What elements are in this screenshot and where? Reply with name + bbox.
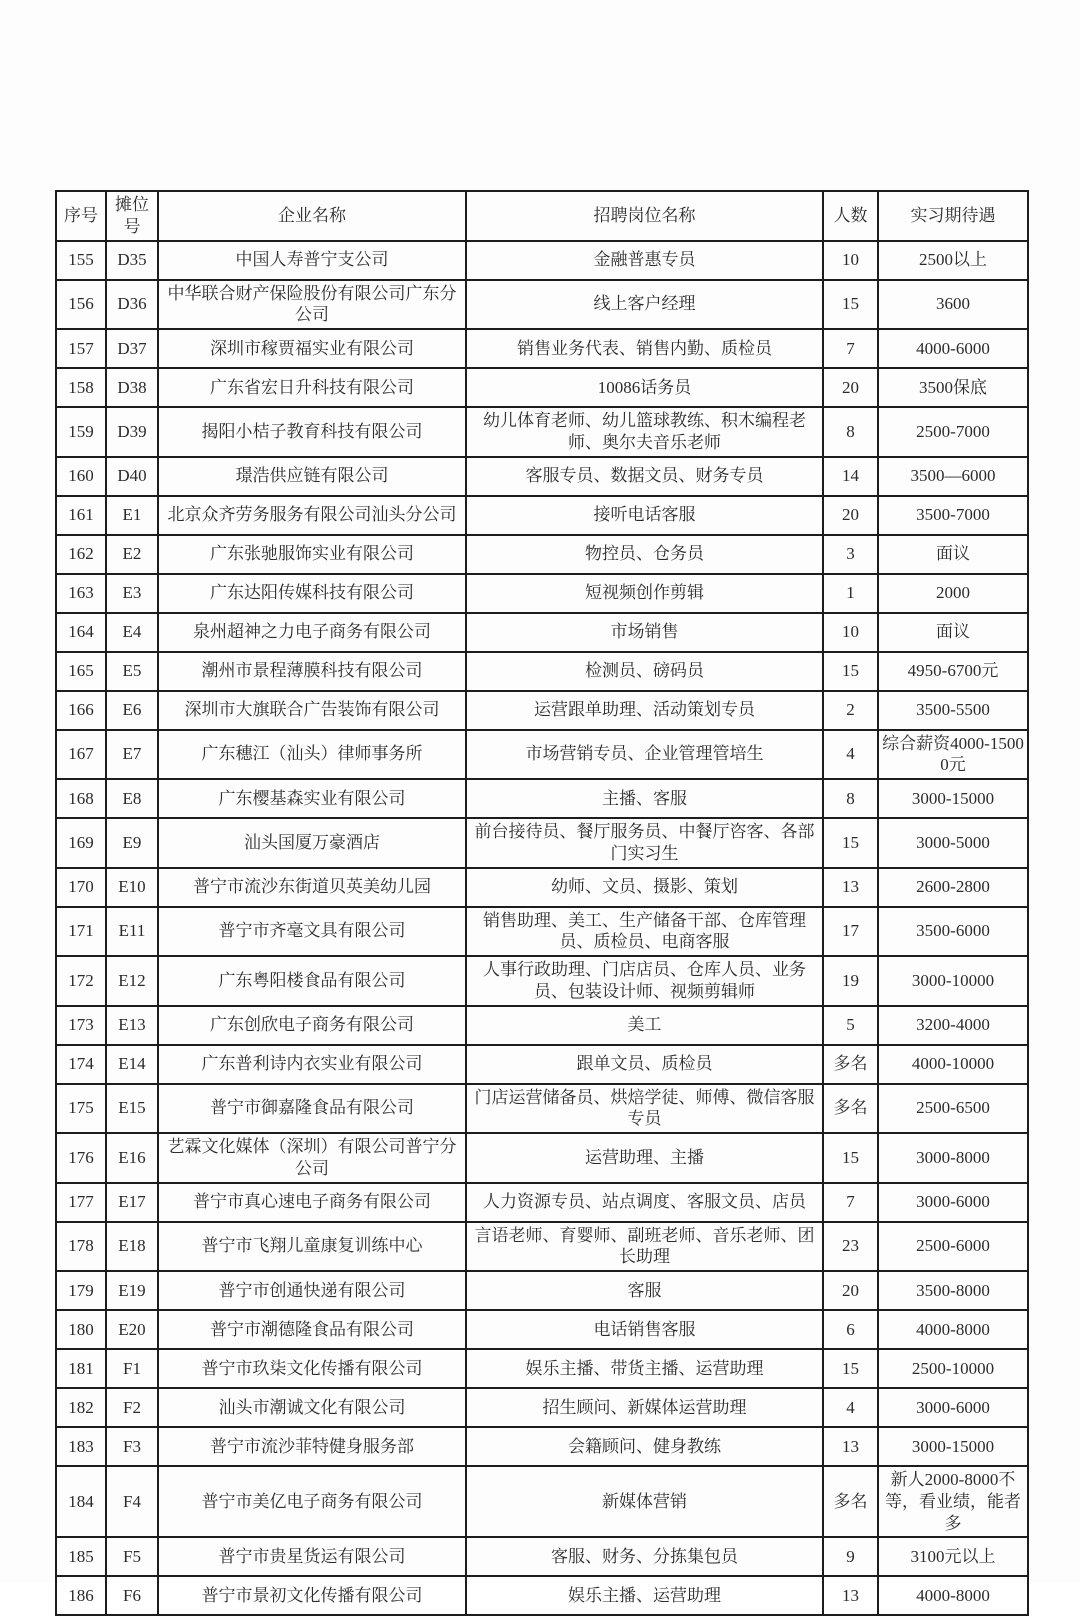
table-row (56, 730, 1028, 780)
cell-serial-number: 174 (56, 1045, 106, 1084)
job-fair-booth-table (55, 190, 1029, 1616)
table-row (56, 613, 1028, 652)
cell-booth-number: F5 (106, 1537, 158, 1576)
cell-internship-salary: 2600-2800 (878, 868, 1028, 907)
cell-company-name: 广东粤阳楼食品有限公司 (158, 956, 466, 1006)
cell-headcount: 19 (823, 956, 878, 1006)
cell-booth-number: E16 (106, 1133, 158, 1183)
cell-company-name: 普宁市流沙菲特健身服务部 (158, 1427, 466, 1466)
cell-serial-number: 183 (56, 1427, 106, 1466)
table-row (56, 1271, 1028, 1310)
cell-company-name: 艺霖文化媒体（深圳）有限公司普宁分公司 (158, 1133, 466, 1183)
cell-internship-salary: 2500-6000 (878, 1222, 1028, 1272)
cell-headcount: 13 (823, 1576, 878, 1615)
cell-internship-salary: 3000-15000 (878, 779, 1028, 818)
cell-company-name: 广东樱基森实业有限公司 (158, 779, 466, 818)
cell-booth-number: E11 (106, 907, 158, 957)
table-row (56, 818, 1028, 868)
cell-company-name: 普宁市真心速电子商务有限公司 (158, 1183, 466, 1222)
table-row (56, 779, 1028, 818)
cell-position-name: 人事行政助理、门店店员、仓库人员、业务员、包装设计师、视频剪辑师 (466, 956, 823, 1006)
cell-internship-salary: 3000-8000 (878, 1133, 1028, 1183)
cell-booth-number: E20 (106, 1310, 158, 1349)
cell-position-name: 电话销售客服 (466, 1310, 823, 1349)
cell-headcount: 15 (823, 280, 878, 330)
cell-booth-number: F4 (106, 1466, 158, 1537)
cell-company-name: 广东创欣电子商务有限公司 (158, 1006, 466, 1045)
cell-internship-salary: 3000-5000 (878, 818, 1028, 868)
cell-headcount: 15 (823, 818, 878, 868)
cell-booth-number: E2 (106, 535, 158, 574)
cell-headcount: 9 (823, 1537, 878, 1576)
cell-headcount: 3 (823, 535, 878, 574)
cell-position-name: 运营助理、主播 (466, 1133, 823, 1183)
table-row (56, 1006, 1028, 1045)
cell-serial-number: 177 (56, 1183, 106, 1222)
cell-internship-salary: 4000-6000 (878, 329, 1028, 368)
cell-booth-number: D36 (106, 280, 158, 330)
cell-internship-salary: 3500-6000 (878, 907, 1028, 957)
cell-company-name: 汕头市潮诚文化有限公司 (158, 1388, 466, 1427)
cell-serial-number: 169 (56, 818, 106, 868)
cell-booth-number: D37 (106, 329, 158, 368)
cell-internship-salary: 新人2000-8000不等，看业绩，能者多 (878, 1466, 1028, 1537)
table-row (56, 407, 1028, 457)
cell-headcount: 多名 (823, 1466, 878, 1537)
cell-position-name: 娱乐主播、带货主播、运营助理 (466, 1349, 823, 1388)
cell-internship-salary: 2500-10000 (878, 1349, 1028, 1388)
table-row (56, 1537, 1028, 1576)
cell-headcount: 20 (823, 368, 878, 407)
cell-booth-number: E14 (106, 1045, 158, 1084)
cell-internship-salary: 3500-8000 (878, 1271, 1028, 1310)
cell-internship-salary: 4000-8000 (878, 1310, 1028, 1349)
cell-headcount: 6 (823, 1310, 878, 1349)
cell-company-name: 广东达阳传媒科技有限公司 (158, 574, 466, 613)
cell-position-name: 接听电话客服 (466, 496, 823, 535)
cell-company-name: 璟浩供应链有限公司 (158, 457, 466, 496)
table-row (56, 1045, 1028, 1084)
cell-position-name: 市场营销专员、企业管理管培生 (466, 730, 823, 780)
cell-position-name: 销售业务代表、销售内勤、质检员 (466, 329, 823, 368)
cell-position-name: 会籍顾问、健身教练 (466, 1427, 823, 1466)
cell-internship-salary: 2000 (878, 574, 1028, 613)
cell-internship-salary: 2500-6500 (878, 1084, 1028, 1134)
cell-internship-salary: 面议 (878, 613, 1028, 652)
cell-position-name: 市场销售 (466, 613, 823, 652)
cell-position-name: 幼儿体育老师、幼儿篮球教练、积木编程老师、奥尔夫音乐老师 (466, 407, 823, 457)
cell-serial-number: 175 (56, 1084, 106, 1134)
cell-company-name: 普宁市景初文化传播有限公司 (158, 1576, 466, 1615)
cell-serial-number: 180 (56, 1310, 106, 1349)
cell-company-name: 泉州超神之力电子商务有限公司 (158, 613, 466, 652)
cell-internship-salary: 面议 (878, 535, 1028, 574)
table-row (56, 1466, 1028, 1537)
cell-headcount: 10 (823, 613, 878, 652)
cell-serial-number: 182 (56, 1388, 106, 1427)
cell-position-name: 人力资源专员、站点调度、客服文员、店员 (466, 1183, 823, 1222)
cell-company-name: 广东普利诗内衣实业有限公司 (158, 1045, 466, 1084)
cell-internship-salary: 2500以上 (878, 241, 1028, 280)
cell-internship-salary: 3000-15000 (878, 1427, 1028, 1466)
cell-position-name: 短视频创作剪辑 (466, 574, 823, 613)
cell-booth-number: D38 (106, 368, 158, 407)
table-row (56, 1576, 1028, 1615)
table-row (56, 1222, 1028, 1272)
cell-headcount: 多名 (823, 1045, 878, 1084)
cell-serial-number: 164 (56, 613, 106, 652)
cell-company-name: 普宁市流沙东街道贝英美幼儿园 (158, 868, 466, 907)
cell-company-name: 深圳市大旗联合广告装饰有限公司 (158, 691, 466, 730)
cell-serial-number: 185 (56, 1537, 106, 1576)
cell-headcount: 8 (823, 779, 878, 818)
cell-serial-number: 162 (56, 535, 106, 574)
cell-booth-number: E19 (106, 1271, 158, 1310)
cell-internship-salary: 4000-8000 (878, 1576, 1028, 1615)
cell-position-name: 娱乐主播、运营助理 (466, 1576, 823, 1615)
cell-booth-number: D39 (106, 407, 158, 457)
cell-booth-number: E15 (106, 1084, 158, 1134)
cell-internship-salary: 3000-6000 (878, 1183, 1028, 1222)
cell-position-name: 物控员、仓务员 (466, 535, 823, 574)
cell-internship-salary: 3500—6000 (878, 457, 1028, 496)
table-row (56, 574, 1028, 613)
cell-serial-number: 181 (56, 1349, 106, 1388)
table-row (56, 329, 1028, 368)
cell-serial-number: 186 (56, 1576, 106, 1615)
cell-serial-number: 163 (56, 574, 106, 613)
cell-booth-number: E17 (106, 1183, 158, 1222)
table-row (56, 1388, 1028, 1427)
cell-position-name: 美工 (466, 1006, 823, 1045)
cell-company-name: 普宁市齐毫文具有限公司 (158, 907, 466, 957)
cell-internship-salary: 3600 (878, 280, 1028, 330)
col-header-serial-number: 序号 (56, 191, 106, 241)
cell-company-name: 普宁市御嘉隆食品有限公司 (158, 1084, 466, 1134)
cell-serial-number: 166 (56, 691, 106, 730)
cell-company-name: 深圳市稼贾福实业有限公司 (158, 329, 466, 368)
cell-booth-number: F1 (106, 1349, 158, 1388)
cell-position-name: 客服 (466, 1271, 823, 1310)
table-row (56, 368, 1028, 407)
cell-headcount: 1 (823, 574, 878, 613)
cell-headcount: 13 (823, 1427, 878, 1466)
cell-serial-number: 161 (56, 496, 106, 535)
cell-company-name: 广东张驰服饰实业有限公司 (158, 535, 466, 574)
cell-position-name: 新媒体营销 (466, 1466, 823, 1537)
cell-company-name: 北京众齐劳务服务有限公司汕头分公司 (158, 496, 466, 535)
cell-serial-number: 158 (56, 368, 106, 407)
header-row (56, 191, 1028, 241)
cell-booth-number: E1 (106, 496, 158, 535)
cell-company-name: 普宁市贵星货运有限公司 (158, 1537, 466, 1576)
cell-booth-number: E9 (106, 818, 158, 868)
cell-booth-number: F3 (106, 1427, 158, 1466)
cell-serial-number: 165 (56, 652, 106, 691)
cell-internship-salary: 3000-6000 (878, 1388, 1028, 1427)
cell-serial-number: 172 (56, 956, 106, 1006)
cell-booth-number: E5 (106, 652, 158, 691)
cell-headcount: 7 (823, 1183, 878, 1222)
cell-internship-salary: 3500保底 (878, 368, 1028, 407)
cell-serial-number: 160 (56, 457, 106, 496)
cell-headcount: 14 (823, 457, 878, 496)
table-row (56, 907, 1028, 957)
cell-company-name: 中华联合财产保险股份有限公司广东分公司 (158, 280, 466, 330)
cell-booth-number: E3 (106, 574, 158, 613)
table-row (56, 1084, 1028, 1134)
cell-internship-salary: 综合薪资4000-15000元 (878, 730, 1028, 780)
cell-position-name: 跟单文员、质检员 (466, 1045, 823, 1084)
table-row (56, 691, 1028, 730)
cell-serial-number: 173 (56, 1006, 106, 1045)
cell-booth-number: E18 (106, 1222, 158, 1272)
cell-position-name: 门店运营储备员、烘焙学徒、师傅、微信客服专员 (466, 1084, 823, 1134)
cell-headcount: 多名 (823, 1084, 878, 1134)
cell-position-name: 客服专员、数据文员、财务专员 (466, 457, 823, 496)
cell-serial-number: 178 (56, 1222, 106, 1272)
cell-serial-number: 159 (56, 407, 106, 457)
table-row (56, 1349, 1028, 1388)
cell-internship-salary: 3500-5500 (878, 691, 1028, 730)
cell-serial-number: 179 (56, 1271, 106, 1310)
cell-internship-salary: 2500-7000 (878, 407, 1028, 457)
cell-serial-number: 157 (56, 329, 106, 368)
cell-headcount: 20 (823, 496, 878, 535)
cell-position-name: 幼师、文员、摄影、策划 (466, 868, 823, 907)
cell-serial-number: 156 (56, 280, 106, 330)
cell-position-name: 主播、客服 (466, 779, 823, 818)
cell-company-name: 广东省宏日升科技有限公司 (158, 368, 466, 407)
table-row (56, 956, 1028, 1006)
cell-booth-number: E13 (106, 1006, 158, 1045)
cell-company-name: 普宁市创通快递有限公司 (158, 1271, 466, 1310)
cell-headcount: 15 (823, 1133, 878, 1183)
cell-internship-salary: 3200-4000 (878, 1006, 1028, 1045)
cell-headcount: 7 (823, 329, 878, 368)
cell-booth-number: E4 (106, 613, 158, 652)
cell-internship-salary: 4000-10000 (878, 1045, 1028, 1084)
cell-booth-number: F6 (106, 1576, 158, 1615)
table-body (56, 241, 1028, 1616)
cell-headcount: 5 (823, 1006, 878, 1045)
cell-position-name: 前台接待员、餐厅服务员、中餐厅咨客、各部门实习生 (466, 818, 823, 868)
table-row (56, 868, 1028, 907)
table-row (56, 280, 1028, 330)
cell-internship-salary: 3100元以上 (878, 1537, 1028, 1576)
cell-company-name: 中国人寿普宁支公司 (158, 241, 466, 280)
table-row (56, 1133, 1028, 1183)
cell-position-name: 10086话务员 (466, 368, 823, 407)
cell-headcount: 2 (823, 691, 878, 730)
cell-headcount: 23 (823, 1222, 878, 1272)
cell-position-name: 销售助理、美工、生产储备干部、仓库管理员、质检员、电商客服 (466, 907, 823, 957)
table-row (56, 652, 1028, 691)
cell-position-name: 运营跟单助理、活动策划专员 (466, 691, 823, 730)
cell-booth-number: D35 (106, 241, 158, 280)
table-row (56, 1183, 1028, 1222)
cell-position-name: 检测员、磅码员 (466, 652, 823, 691)
cell-company-name: 普宁市潮德隆食品有限公司 (158, 1310, 466, 1349)
cell-position-name: 客服、财务、分拣集包员 (466, 1537, 823, 1576)
cell-position-name: 金融普惠专员 (466, 241, 823, 280)
cell-booth-number: E12 (106, 956, 158, 1006)
cell-company-name: 揭阳小桔子教育科技有限公司 (158, 407, 466, 457)
col-header-internship-salary: 实习期待遇 (878, 191, 1028, 241)
cell-company-name: 普宁市飞翔儿童康复训练中心 (158, 1222, 466, 1272)
cell-internship-salary: 4950-6700元 (878, 652, 1028, 691)
cell-booth-number: F2 (106, 1388, 158, 1427)
cell-booth-number: E10 (106, 868, 158, 907)
cell-serial-number: 167 (56, 730, 106, 780)
cell-position-name: 招生顾问、新媒体运营助理 (466, 1388, 823, 1427)
cell-company-name: 普宁市玖柒文化传播有限公司 (158, 1349, 466, 1388)
cell-position-name: 言语老师、育婴师、副班老师、音乐老师、团长助理 (466, 1222, 823, 1272)
table-row (56, 535, 1028, 574)
cell-booth-number: E7 (106, 730, 158, 780)
cell-booth-number: E8 (106, 779, 158, 818)
cell-company-name: 普宁市美亿电子商务有限公司 (158, 1466, 466, 1537)
cell-serial-number: 184 (56, 1466, 106, 1537)
cell-headcount: 17 (823, 907, 878, 957)
cell-headcount: 4 (823, 730, 878, 780)
cell-serial-number: 170 (56, 868, 106, 907)
cell-company-name: 汕头国厦万豪酒店 (158, 818, 466, 868)
cell-serial-number: 176 (56, 1133, 106, 1183)
cell-headcount: 20 (823, 1271, 878, 1310)
cell-headcount: 15 (823, 652, 878, 691)
cell-internship-salary: 3000-10000 (878, 956, 1028, 1006)
cell-serial-number: 168 (56, 779, 106, 818)
col-header-company-name: 企业名称 (158, 191, 466, 241)
cell-booth-number: E6 (106, 691, 158, 730)
table-row (56, 1310, 1028, 1349)
cell-position-name: 线上客户经理 (466, 280, 823, 330)
cell-serial-number: 155 (56, 241, 106, 280)
cell-company-name: 广东穗江（汕头）律师事务所 (158, 730, 466, 780)
table-row (56, 1427, 1028, 1466)
cell-headcount: 13 (823, 868, 878, 907)
cell-booth-number: D40 (106, 457, 158, 496)
cell-headcount: 15 (823, 1349, 878, 1388)
col-header-booth-number: 摊位号 (106, 191, 158, 241)
cell-company-name: 潮州市景程薄膜科技有限公司 (158, 652, 466, 691)
table-row (56, 457, 1028, 496)
cell-internship-salary: 3500-7000 (878, 496, 1028, 535)
cell-headcount: 8 (823, 407, 878, 457)
table-row (56, 496, 1028, 535)
col-header-position-name: 招聘岗位名称 (466, 191, 823, 241)
cell-headcount: 10 (823, 241, 878, 280)
table-row (56, 241, 1028, 280)
col-header-headcount: 人数 (823, 191, 878, 241)
cell-headcount: 4 (823, 1388, 878, 1427)
cell-serial-number: 171 (56, 907, 106, 957)
